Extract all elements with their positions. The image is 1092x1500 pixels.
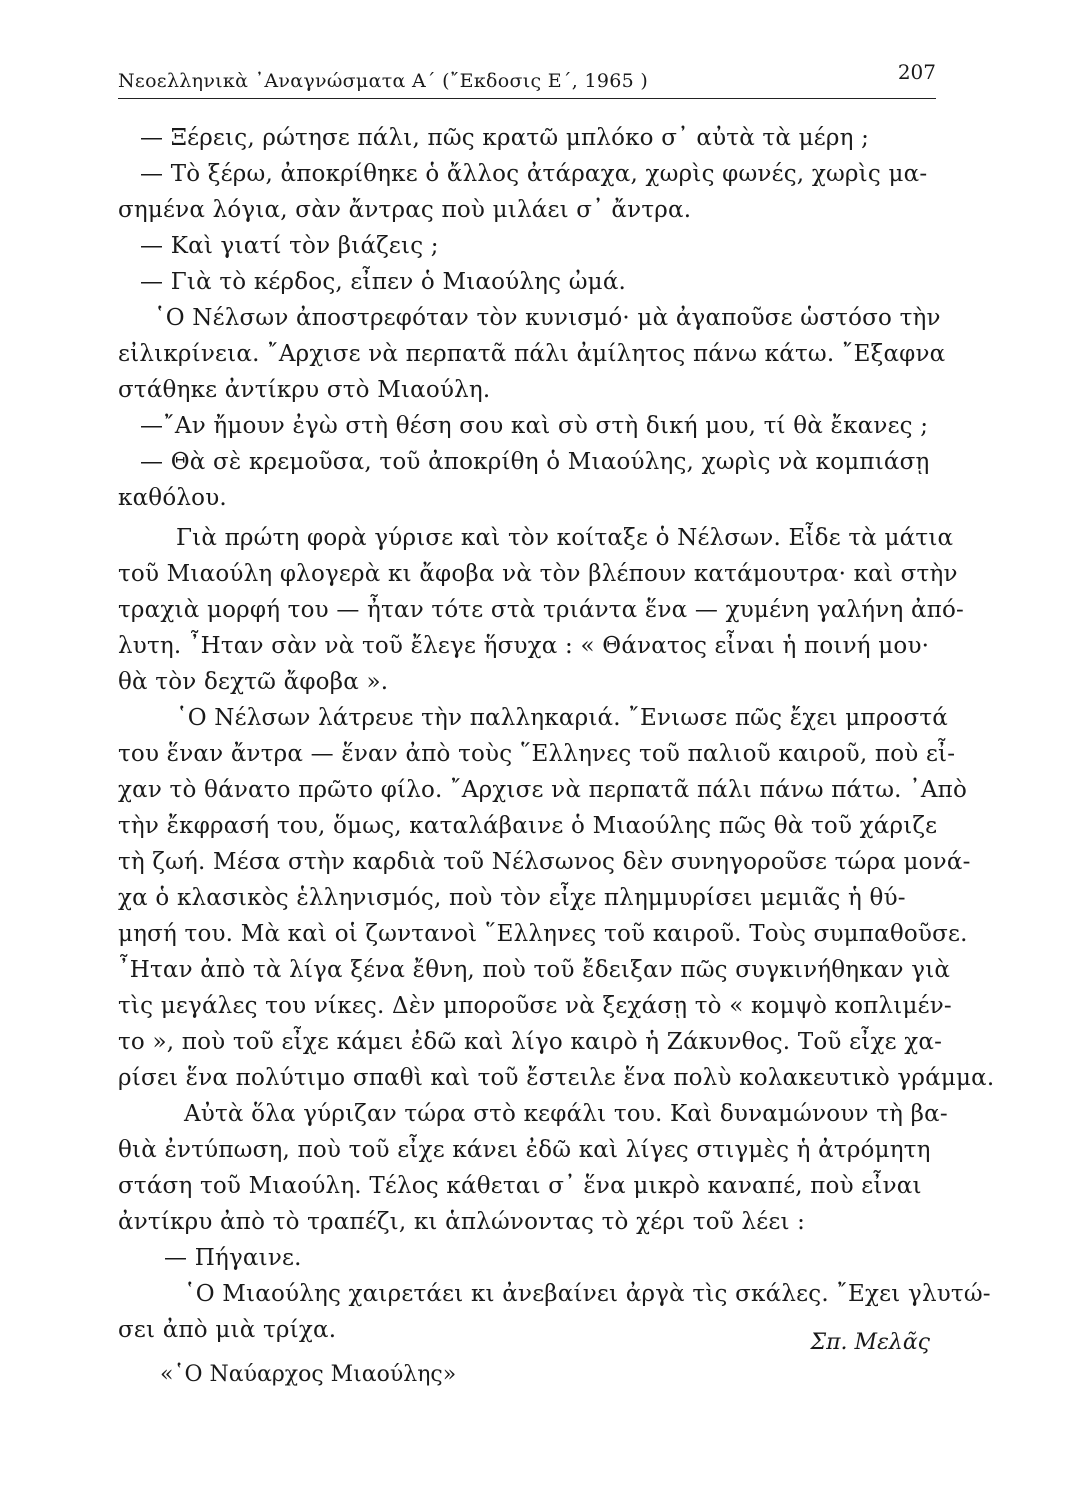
text-line: — Τὸ ξέρω, ἀποκρίθηκε ὁ ἄλλος ἀτάραχα, χωρὶς φωνές, χωρὶς μα- [140,161,928,187]
text-line: το », ποὺ τοῦ εἶχε κάμει ἐδῶ καὶ λίγο καιρὸ ἡ Ζάκυνθος. Τοῦ εἶχε χα- [118,1029,943,1055]
page-header [118,60,936,100]
text-line: ῾Ο Νέλσων λάτρευε τὴν παλληκαριά. ῎Ενιωσε πῶς ἔχει μπροστά [176,705,949,731]
attribution [160,1330,930,1387]
text-line: Αὐτὰ ὅλα γύριζαν τώρα στὸ κεφάλι του. Καὶ δυναμώνουν τὴ βα- [184,1101,948,1127]
running-head: Νεοελληνικὰ ᾿Αναγνώσματα Α´ (῎Εκδοσις Ε´, 1965 ) [118,70,649,92]
page-number: 207 [897,60,936,84]
text-line: τραχιὰ μορφή του — ἦταν τότε στὰ τριάντα ἕνα — χυμένη γαλήνη ἀπό- [118,597,965,623]
text-line: σημένα λόγια, σὰν ἄντρας ποὺ μιλάει σ᾿ ἄντρα. [118,197,692,223]
text-line: θὰ τὸν δεχτῶ ἄφοβα ». [118,669,389,695]
text-line: στάθηκε ἀντίκρυ στὸ Μιαούλη. [118,377,491,403]
text-line: — Πήγαινε. [164,1245,302,1271]
text-line: τὴν ἔκφρασή του, ὅμως, καταλάβαινε ὁ Μιαούλης πῶς θὰ τοῦ χάριζε [118,813,938,839]
text-line: λυτη. ῏Ηταν σὰν νὰ τοῦ ἔλεγε ἥσυχα : « Θάνατος εἶναι ἡ ποινή μου· [118,633,930,659]
text-line: ρίσει ἕνα πολύτιμο σπαθὶ καὶ τοῦ ἔστειλε ἕνα πολὺ κολακευτικὸ γράμμα. [118,1065,995,1091]
text-line: — Καὶ γιατί τὸν βιάζεις ; [140,233,439,259]
source-title: «῾Ο Ναύαρχος Μιαούλης» [160,1362,457,1387]
text-line: —῎Αν ἤμουν ἐγὼ στὴ θέση σου καὶ σὺ στὴ δική μου, τί θὰ ἔκανες ; [140,413,929,439]
text-line: χαν τὸ θάνατο πρῶτο φίλο. ῎Αρχισε νὰ περπατᾶ πάλι πάνω πάτω. ᾿Απὸ [118,777,968,803]
text-line: — Ξέρεις, ρώτησε πάλι, πῶς κρατῶ μπλόκο σ᾿ αὐτὰ τὰ μέρη ; [140,125,870,151]
text-line: — Γιὰ τὸ κέρδος, εἶπεν ὁ Μιαούλης ὠμά. [140,269,627,295]
author-signature: Σπ. Μελᾶς [810,1330,930,1355]
text-line: τὶς μεγάλες του νίκες. Δὲν μποροῦσε νὰ ξεχάσῃ τὸ « κομψὸ κοπλιμέν- [118,993,952,1019]
body-text [118,120,995,1348]
text-line: μησή του. Μὰ καὶ οἱ ζωντανοὶ ῞Ελληνες τοῦ καιροῦ. Τοὺς συμπαθοῦσε. [118,921,968,947]
text-line: του ἕναν ἄντρα — ἕναν ἀπὸ τοὺς ῞Ελληνες τοῦ παλιοῦ καιροῦ, ποὺ εἶ- [118,741,956,767]
text-line: χα ὁ κλασικὸς ἑλληνισμός, ποὺ τὸν εἶχε πλημμυρίσει μεμιᾶς ἡ θύ- [118,885,906,911]
text-line: ῏Ηταν ἀπὸ τὰ λίγα ξένα ἔθνη, ποὺ τοῦ ἔδειξαν πῶς συγκινήθηκαν γιὰ [118,957,951,983]
text-line: τοῦ Μιαούλη φλογερὰ κι ἄφοβα νὰ τὸν βλέπουν κατάμουτρα· καὶ στὴν [118,561,958,587]
text-line: ῾Ο Μιαούλης χαιρετάει κι ἀνεβαίνει ἀργὰ τὶς σκάλες. ῎Εχει γλυτώ- [184,1281,991,1307]
text-line: ἀντίκρυ ἀπὸ τὸ τραπέζι, κι ἁπλώνοντας τὸ χέρι τοῦ λέει : [118,1209,806,1235]
text-line: θιὰ ἐντύπωση, ποὺ τοῦ εἶχε κάνει ἐδῶ καὶ λίγες στιγμὲς ἡ ἀτρόμητη [118,1137,931,1163]
text-line: ῾Ο Νέλσων ἀποστρεφόταν τὸν κυνισμό· μὰ ἀγαποῦσε ὡστόσο τὴν [154,305,941,331]
text-line: Γιὰ πρώτη φορὰ γύρισε καὶ τὸν κοίταξε ὁ Νέλσων. Εἶδε τὰ μάτια [176,525,954,551]
header-rule [118,98,936,99]
text-line: σει ἀπὸ μιὰ τρίχα. [118,1317,337,1343]
text-line: τὴ ζωή. Μέσα στὴν καρδιὰ τοῦ Νέλσωνος δὲν συνηγοροῦσε τώρα μονά- [118,849,971,875]
text-line: στάση τοῦ Μιαούλη. Τέλος κάθεται σ᾿ ἕνα μικρὸ καναπέ, ποὺ εἶναι [118,1173,922,1199]
text-line: — Θὰ σὲ κρεμοῦσα, τοῦ ἀποκρίθη ὁ Μιαούλης, χωρὶς νὰ κομπιάσῃ [140,449,930,475]
text-line: εἰλικρίνεια. ῎Αρχισε νὰ περπατᾶ πάλι ἀμίλητος πάνω κάτω. ῎Εξαφνα [118,341,946,367]
text-line: καθόλου. [118,485,227,511]
